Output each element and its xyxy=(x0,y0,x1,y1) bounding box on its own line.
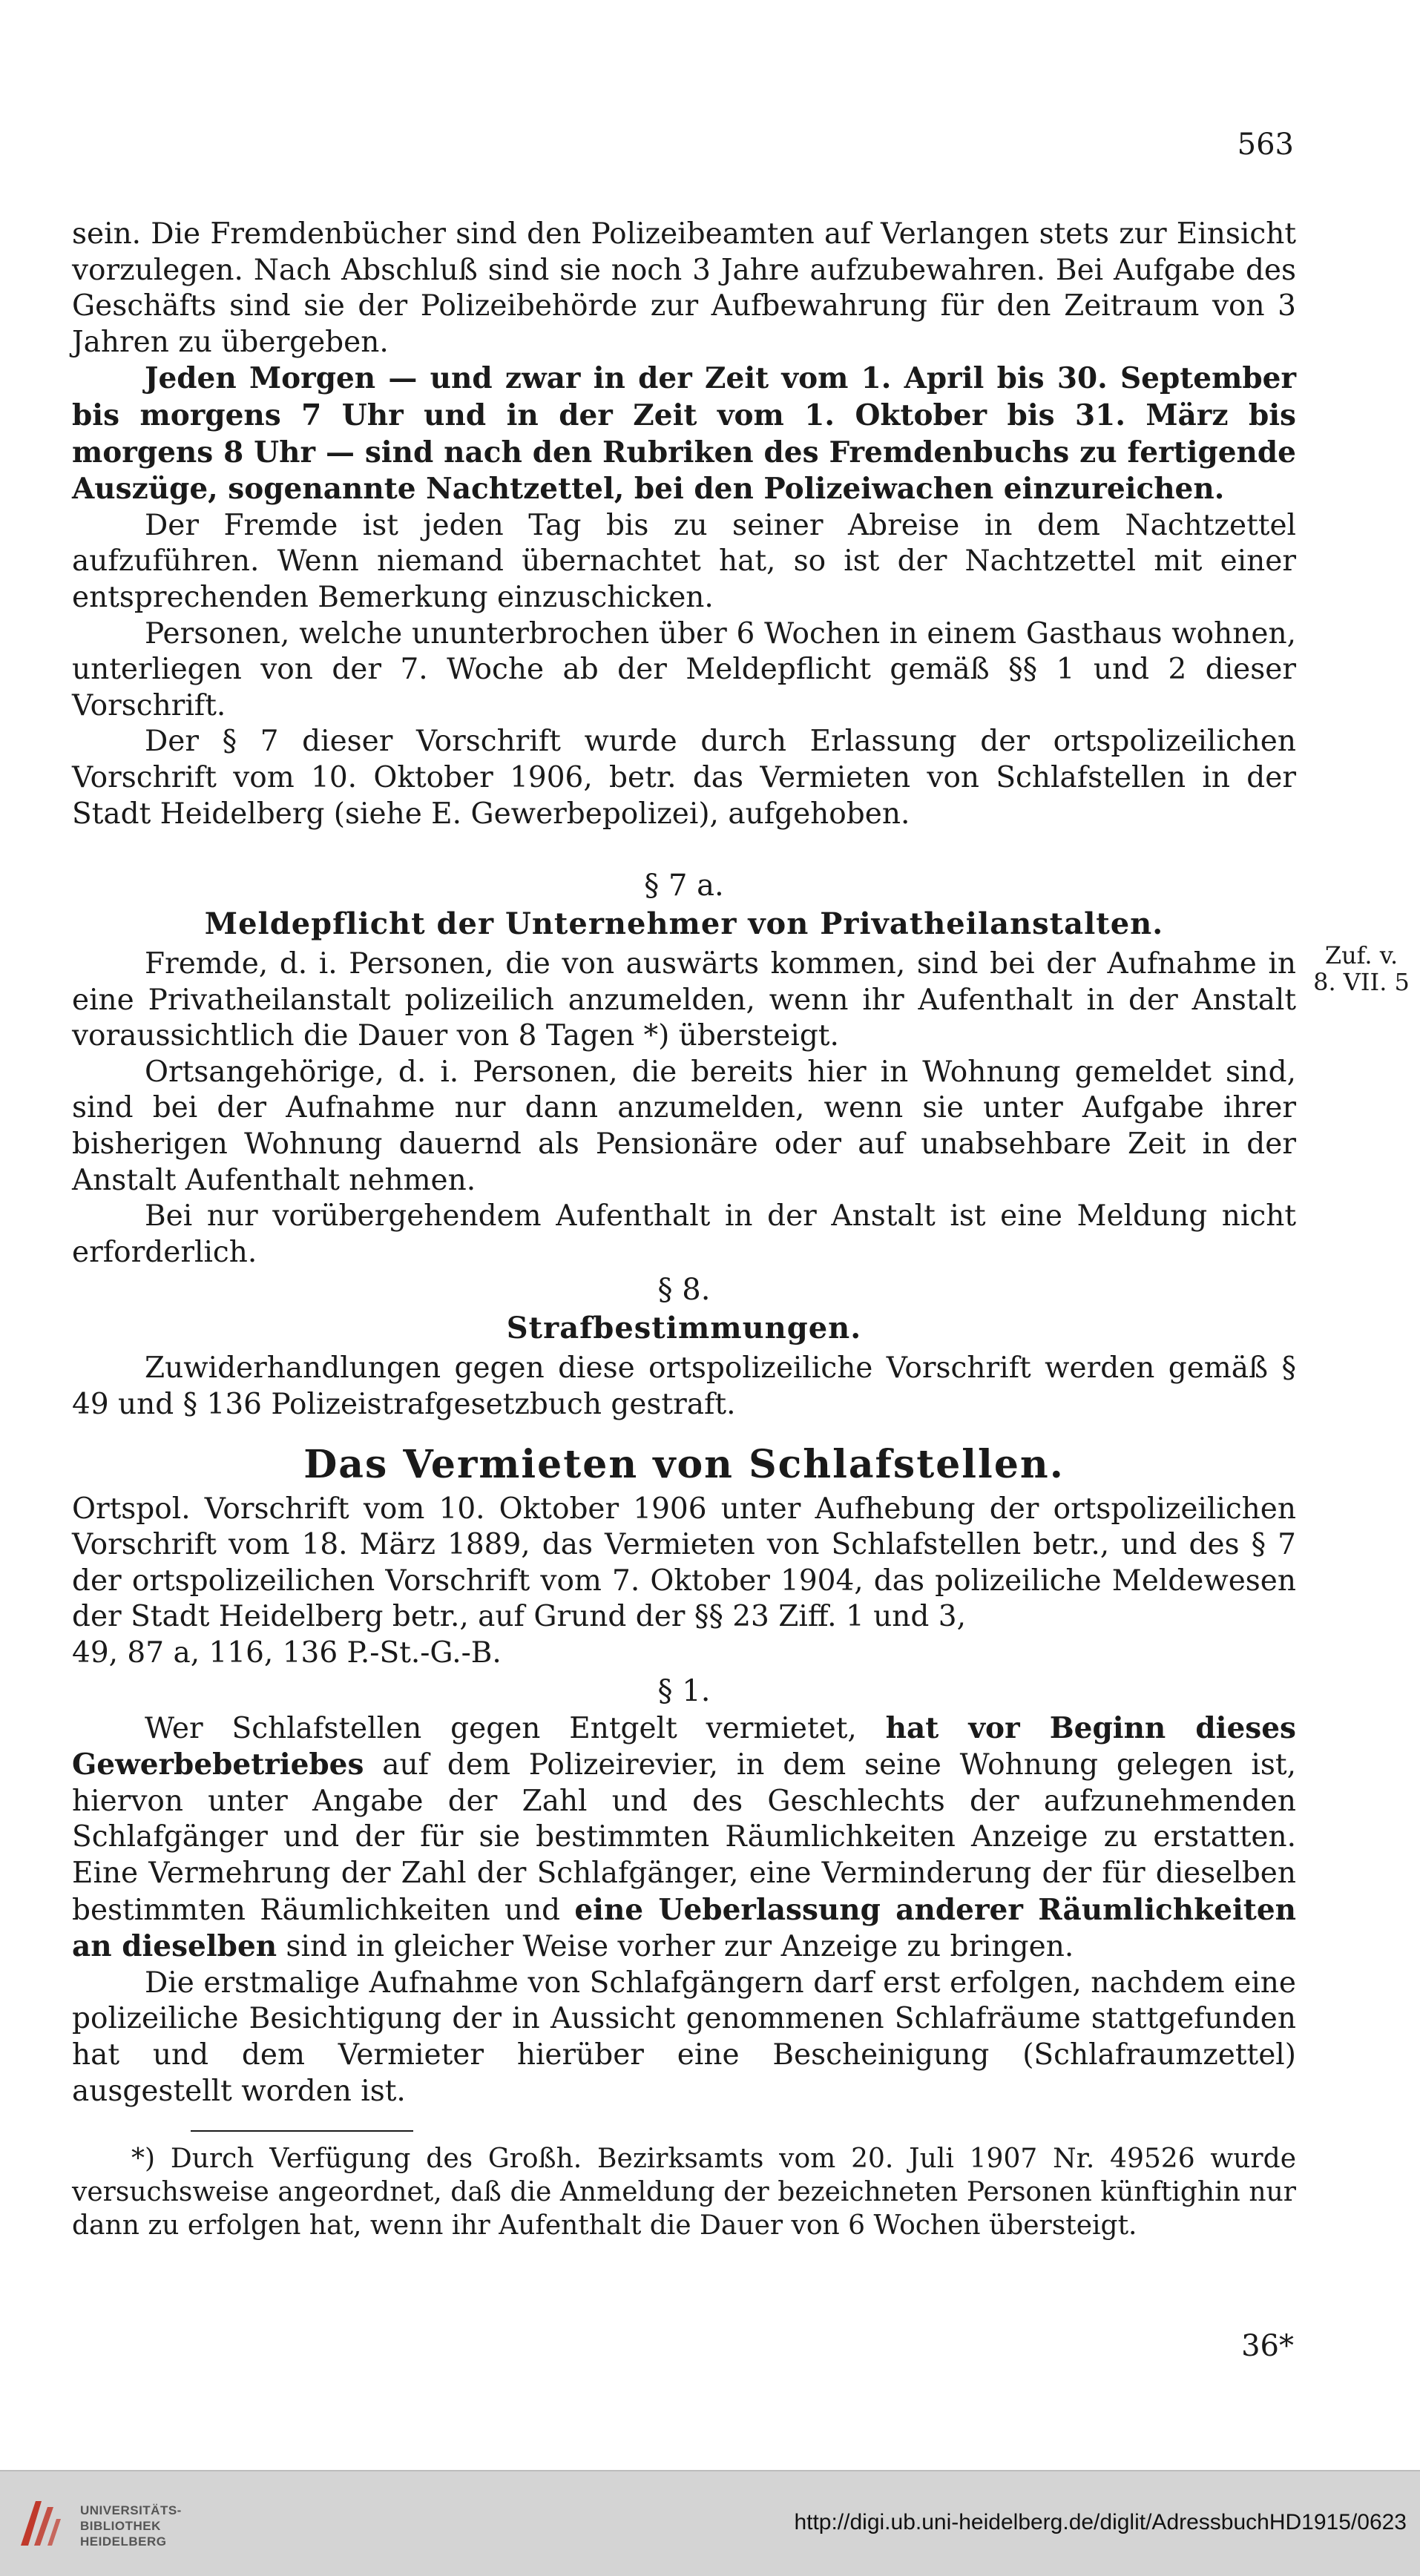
bold-text: hat vor Beginn dieses Gewerbebetriebes xyxy=(72,1710,1296,1782)
section-number-7a: § 7 a. xyxy=(644,869,724,903)
library-name-line: BIBLIOTHEK xyxy=(80,2519,161,2533)
paragraph-abreise: Der Fremde ist jeden Tag bis zu seiner Abreise in dem Nachtzettel aufzuführen. Wenn niemand übernachtet hat, so ist der Nachtzettel mit einer entsprechenden Bemerkung einzuschicken. xyxy=(72,508,1296,614)
page-number: 563 xyxy=(1237,128,1294,162)
section-heading-8: Strafbestimmungen. xyxy=(506,1311,862,1346)
margin-note-line-1: Zuf. v. xyxy=(1324,941,1398,969)
footnote: *) Durch Verfügung des Großh. Bezirksamts vom 20. Juli 1907 Nr. 49526 wurde versuchsweise angeordnet, daß die Anmeldung der bezeichneten Personen künftighin nur dann zu erfolgen hat, wenn ihr Aufenthalt die Dauer von 6 Wochen übersteigt. xyxy=(72,2144,1296,2241)
paragraph-zuwiderhandlungen: Zuwiderhandlungen gegen diese ortspolizeiliche Vorschrift werden gemäß § 49 und § 136 Polizeistrafgesetzbuch gestraft. xyxy=(72,1351,1296,1422)
viewer-footer-bar xyxy=(0,2470,1420,2576)
paragraph-ortspol-vorschrift: Ortspol. Vorschrift vom 10. Oktober 1906 unter Aufhebung der ortspolizeilichen Vorschrift vom 18. März 1889, das Vermieten von Schlafstellen betr., und des § 7 der ortspolizeilichen Vorschrift vom 7. Oktober 1904, das polizeiliche Meldewesen der Stadt Heidelberg betr., auf Grund der §§ 23 Ziff. 1 und 3, xyxy=(72,1492,1296,1634)
page-body xyxy=(72,217,1296,2242)
source-url-link[interactable]: http://digi.ub.uni-heidelberg.de/diglit/AdressbuchHD1915/0623 xyxy=(794,2510,1407,2534)
bold-text: eine Ueberlassung anderer Räumlichkeiten an dieselben xyxy=(72,1892,1296,1964)
paragraph-fremde: Fremde, d. i. Personen, die von auswärts kommen, sind bei der Aufnahme in eine Privatheilanstalt polizeilich anzumelden, wenn ihr Aufenthalt in der Anstalt voraussichtlich die Dauer von 8 Tagen *) übersteigt. xyxy=(72,947,1296,1053)
text-run: Wer Schlafstellen gegen Entgelt vermietet, xyxy=(145,1711,886,1745)
margin-note xyxy=(1309,942,1413,995)
library-name xyxy=(80,2503,182,2549)
paragraph-aufhebung: Der § 7 dieser Vorschrift wurde durch Erlassung der ortspolizeilichen Vorschrift vom 10. Oktober 1906, betr. das Vermieten von Schlafstellen in der Stadt Heidelberg (siehe E. Gewerbepolizei), aufgehoben. xyxy=(72,725,1296,831)
text-run: auf dem Polizeirevier, in dem seine Wohnung gelegen ist, hiervon unter Angabe der Zahl und des Geschlechts der aufzunehmenden Schlafgänger und der für sie bestimmten Räumlichkeiten Anzeige zu erstatten. Eine Vermehrung der Zahl der Schlafgänger, eine Verminderung der für dieselben bestimmten Räumlichkeiten und xyxy=(72,1748,1296,1927)
section-number-1: § 1. xyxy=(657,1673,711,1708)
text-run: sind in gleicher Weise vorher zur Anzeige zu bringen. xyxy=(277,1930,1074,1964)
footnote-divider xyxy=(191,2130,413,2132)
sheet-signature: 36* xyxy=(1241,2329,1294,2363)
paragraph-ortspol-vorschrift-end: 49, 87 a, 116, 136 P.-St.-G.-B. xyxy=(72,1636,502,1670)
margin-note-line-2: 8. VII. 5 xyxy=(1313,968,1410,996)
section-number-8: § 8. xyxy=(657,1273,711,1308)
section-heading-7a: Meldepflicht der Unternehmer von Privatheilanstalten. xyxy=(204,906,1164,942)
ub-heidelberg-logo-icon xyxy=(13,2494,65,2553)
paragraph-ortsangehoerige: Ortsangehörige, d. i. Personen, die bereits hier in Wohnung gemeldet sind, sind bei der Aufnahme nur dann anzumelden, wenn sie unter Aufgabe ihrer bisherigen Wohnung dauernd als Pensionäre oder auf unabsehbare Zeit in der Anstalt Aufenthalt nehmen. xyxy=(72,1055,1296,1197)
paragraph-wer-schlafstellen xyxy=(72,1710,1296,1966)
paragraph-nachtzettel-bold xyxy=(72,360,1296,507)
library-name-line: HEIDELBERG xyxy=(80,2534,167,2549)
chapter-heading-schlafstellen: Das Vermieten von Schlafstellen. xyxy=(303,1441,1065,1487)
paragraph-erstmalige-aufnahme: Die erstmalige Aufnahme von Schlafgängern darf erst erfolgen, nachdem eine polizeiliche Besichtigung der in Aussicht genommenen Schlafräume stattgefunden hat und dem Vermieter hierüber eine Bescheinigung (Schlafraumzettel) ausgestellt worden ist. xyxy=(72,1966,1296,2108)
bold-text: Jeden Morgen — und zwar in der Zeit vom 1. April bis 30. September bis morgens 7 Uhr und in der Zeit vom 1. Oktober bis 31. März bis morgens 8 Uhr — sind nach den Rubriken des Fremdenbuchs zu fertigende Auszüge, sogenannte Nachtzettel, bei den Polizeiwachen einzureichen. xyxy=(72,361,1296,507)
library-name-line: UNIVERSITÄTS- xyxy=(80,2503,182,2517)
paragraph-fremdenbuecher: sein. Die Fremdenbücher sind den Polizeibeamten auf Verlangen stets zur Einsicht vorzulegen. Nach Abschluß sind sie noch 3 Jahre aufzubewahren. Bei Aufgabe des Geschäfts sind sie der Polizeibehörde zur Aufbewahrung für den Zeitraum von 3 Jahren zu übergeben. xyxy=(72,217,1296,359)
paragraph-gasthaus: Personen, welche ununterbrochen über 6 Wochen in einem Gasthaus wohnen, unterliegen von der 7. Woche ab der Meldepflicht gemäß §§ 1 und 2 dieser Vorschrift. xyxy=(72,616,1296,722)
paragraph-voruebergehend: Bei nur vorübergehendem Aufenthalt in der Anstalt ist eine Meldung nicht erforderlich. xyxy=(72,1199,1296,1269)
